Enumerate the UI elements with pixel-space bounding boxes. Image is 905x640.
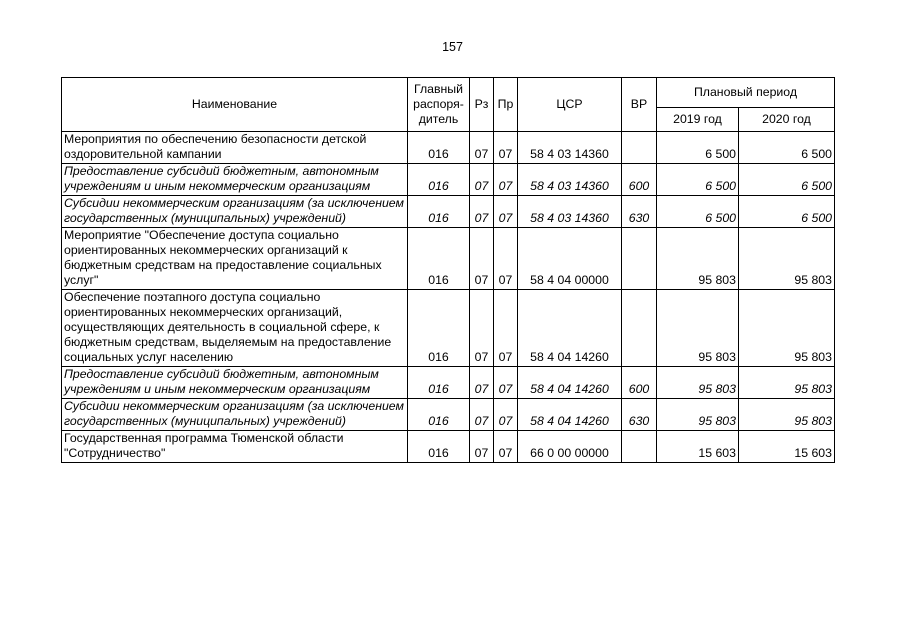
cell-2019: 95 803: [657, 399, 739, 431]
cell-main-manager: 016: [408, 132, 470, 164]
cell-name: Субсидии некоммерческим организациям (за исключением государственных (муниципальных) учреждений): [62, 399, 408, 431]
table-row: [62, 399, 835, 431]
header-planned-period: Плановый период: [657, 78, 835, 108]
cell-rz: 07: [470, 196, 494, 228]
cell-main-manager: 016: [408, 196, 470, 228]
cell-csr: 58 4 03 14360: [518, 132, 622, 164]
cell-2020: 95 803: [739, 290, 835, 367]
cell-vr: [622, 290, 657, 367]
cell-csr: 58 4 03 14360: [518, 196, 622, 228]
cell-pr: 07: [494, 132, 518, 164]
cell-vr: 600: [622, 367, 657, 399]
cell-main-manager: 016: [408, 431, 470, 463]
cell-2020: 6 500: [739, 196, 835, 228]
cell-2020: 95 803: [739, 399, 835, 431]
header-name: Наименование: [62, 78, 408, 132]
cell-rz: 07: [470, 228, 494, 290]
table-header-row: [62, 78, 835, 108]
cell-2019: 95 803: [657, 228, 739, 290]
cell-2019: 15 603: [657, 431, 739, 463]
table-row: [62, 431, 835, 463]
cell-vr: 600: [622, 164, 657, 196]
table-row: [62, 367, 835, 399]
cell-rz: 07: [470, 431, 494, 463]
cell-vr: [622, 132, 657, 164]
cell-rz: 07: [470, 367, 494, 399]
cell-vr: [622, 431, 657, 463]
header-rz: Рз: [470, 78, 494, 132]
cell-2020: 15 603: [739, 431, 835, 463]
cell-2020: 95 803: [739, 228, 835, 290]
cell-2020: 6 500: [739, 164, 835, 196]
cell-main-manager: 016: [408, 367, 470, 399]
table-row: [62, 228, 835, 290]
cell-csr: 58 4 04 14260: [518, 367, 622, 399]
header-year-2019: 2019 год: [657, 108, 739, 132]
cell-2019: 95 803: [657, 290, 739, 367]
cell-rz: 07: [470, 164, 494, 196]
cell-main-manager: 016: [408, 290, 470, 367]
header-csr: ЦСР: [518, 78, 622, 132]
cell-pr: 07: [494, 367, 518, 399]
cell-pr: 07: [494, 290, 518, 367]
header-year-2020: 2020 год: [739, 108, 835, 132]
budget-table: [61, 77, 835, 463]
cell-main-manager: 016: [408, 228, 470, 290]
cell-2019: 95 803: [657, 367, 739, 399]
cell-csr: 58 4 04 00000: [518, 228, 622, 290]
cell-2019: 6 500: [657, 164, 739, 196]
cell-name: Предоставление субсидий бюджетным, автономным учреждениям и иным некоммерческим организациям: [62, 164, 408, 196]
cell-2019: 6 500: [657, 196, 739, 228]
cell-csr: 58 4 04 14260: [518, 399, 622, 431]
cell-pr: 07: [494, 399, 518, 431]
table-body: [62, 132, 835, 463]
cell-2020: 6 500: [739, 132, 835, 164]
page-number: 157: [442, 40, 463, 54]
cell-main-manager: 016: [408, 399, 470, 431]
cell-vr: 630: [622, 399, 657, 431]
cell-name: Мероприятия по обеспечению безопасности детской оздоровительной кампании: [62, 132, 408, 164]
table-row: [62, 196, 835, 228]
cell-name: Субсидии некоммерческим организациям (за исключением государственных (муниципальных) учреждений): [62, 196, 408, 228]
cell-name: Обеспечение поэтапного доступа социально ориентированных некоммерческих организаций, осуществляющих деятельность в социальной сфере, к бюджетным средствам, выделяемым на предоставление социальных услуг населению: [62, 290, 408, 367]
cell-name: Государственная программа Тюменской области "Сотрудничество": [62, 431, 408, 463]
cell-rz: 07: [470, 290, 494, 367]
table-row: [62, 132, 835, 164]
cell-name: Мероприятие "Обеспечение доступа социально ориентированных некоммерческих организаций к бюджетным средствам на предоставление социальных услуг": [62, 228, 408, 290]
cell-vr: 630: [622, 196, 657, 228]
header-main-manager: Главный распоря- дитель: [408, 78, 470, 132]
cell-rz: 07: [470, 132, 494, 164]
table-row: [62, 164, 835, 196]
cell-csr: 58 4 03 14360: [518, 164, 622, 196]
header-pr: Пр: [494, 78, 518, 132]
cell-pr: 07: [494, 228, 518, 290]
cell-csr: 58 4 04 14260: [518, 290, 622, 367]
cell-rz: 07: [470, 399, 494, 431]
header-vr: ВР: [622, 78, 657, 132]
cell-pr: 07: [494, 164, 518, 196]
cell-main-manager: 016: [408, 164, 470, 196]
cell-pr: 07: [494, 196, 518, 228]
cell-2020: 95 803: [739, 367, 835, 399]
cell-pr: 07: [494, 431, 518, 463]
cell-csr: 66 0 00 00000: [518, 431, 622, 463]
table-row: [62, 290, 835, 367]
cell-name: Предоставление субсидий бюджетным, автономным учреждениям и иным некоммерческим организациям: [62, 367, 408, 399]
cell-2019: 6 500: [657, 132, 739, 164]
cell-vr: [622, 228, 657, 290]
